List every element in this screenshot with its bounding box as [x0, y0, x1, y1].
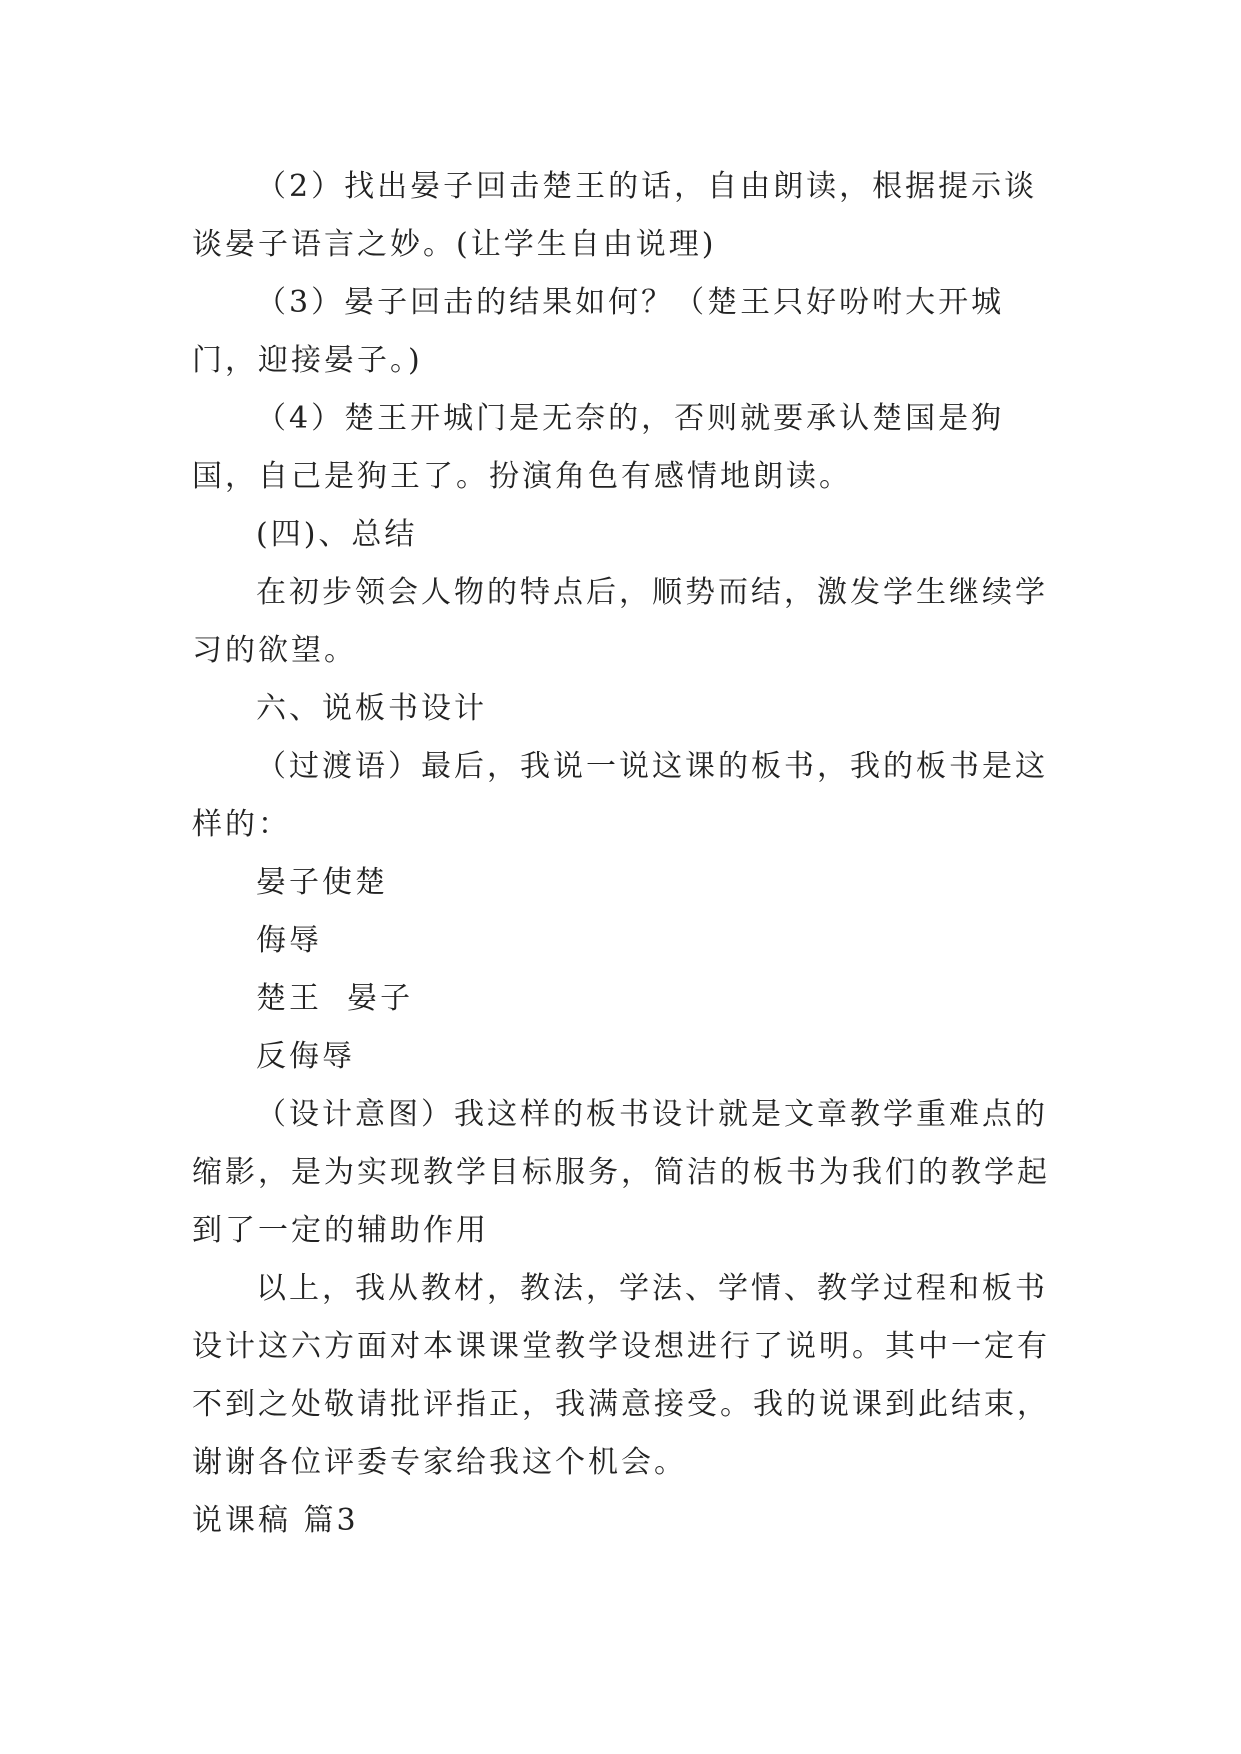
paragraph: （设计意图）我这样的板书设计就是文章教学重难点的缩影，是为实现教学目标服务，简洁的板书为我们的教学起到了一定的辅助作用 — [192, 1097, 1050, 1248]
board-line: 侮辱 — [256, 923, 322, 958]
paragraph: （过渡语）最后，我说一说这课的板书，我的板书是这样的： — [192, 749, 1048, 842]
paragraph: （2）找出晏子回击楚王的话，自由朗读，根据提示谈谈晏子语言之妙。(让学生自由说理) — [192, 169, 1038, 262]
board-line: 楚王 晏子 — [256, 981, 414, 1016]
paragraph: 以上，我从教材，教法，学法、学情、教学过程和板书设计这六方面对本课课堂教学设想进行了说明。其中一定有不到之处敬请批评指正，我满意接受。我的说课到此结束，谢谢各位评委专家给我这个机会。 — [192, 1271, 1050, 1480]
paragraph: （3）晏子回击的结果如何？（楚王只好吩咐大开城门，迎接晏子。) — [192, 285, 1005, 378]
document-body — [192, 158, 1052, 1550]
section-title: 说课稿 篇3 — [192, 1503, 359, 1538]
section-board-design-heading: 六、说板书设计 — [256, 691, 487, 726]
paragraph: （4）楚王开城门是无奈的，否则就要承认楚国是狗国，自己是狗王了。扮演角色有感情地朗读。 — [192, 401, 1005, 494]
board-line: 反侮辱 — [256, 1039, 355, 1074]
section-summary-heading: (四)、总结 — [256, 517, 418, 552]
board-line: 晏子使楚 — [256, 865, 388, 900]
paragraph: 在初步领会人物的特点后，顺势而结，激发学生继续学习的欲望。 — [192, 575, 1048, 668]
